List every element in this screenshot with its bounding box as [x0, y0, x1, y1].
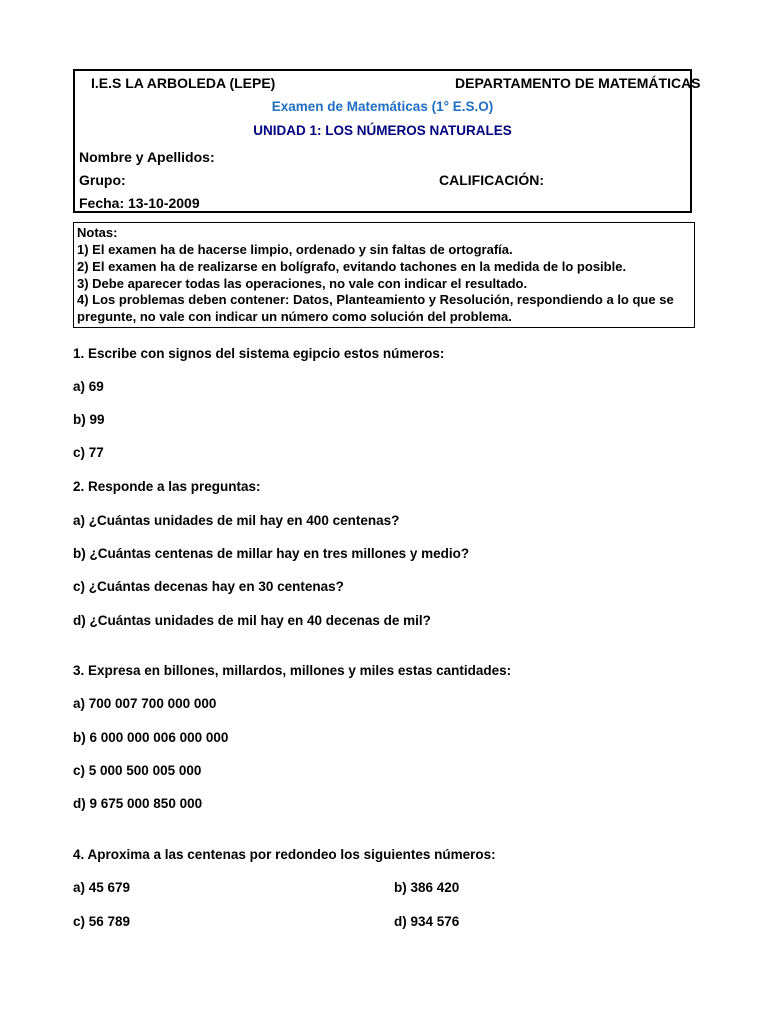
group-label: Grupo:	[79, 172, 126, 188]
question-3-title: 3. Expresa en billones, millardos, millones y miles estas cantidades:	[73, 663, 512, 678]
date-label: Fecha: 13-10-2009	[79, 195, 200, 211]
department-name: DEPARTAMENTO DE MATEMÁTICAS	[455, 75, 701, 91]
question-item: d) 9 675 000 850 000	[73, 796, 203, 811]
exam-header-box	[73, 69, 701, 213]
note-item: 4) Los problemas deben contener: Datos, Planteamiento y Resolución, respondiendo a lo que se	[77, 292, 674, 307]
question-item: c) 56 789	[73, 914, 131, 929]
name-label: Nombre y Apellidos:	[79, 149, 215, 165]
question-item: b) 99	[73, 412, 105, 427]
question-item: c) 5 000 500 005 000	[73, 763, 202, 778]
school-name: I.E.S LA ARBOLEDA (LEPE)	[91, 75, 276, 91]
question-item: d) ¿Cuántas unidades de mil hay en 40 decenas de mil?	[73, 613, 431, 628]
question-item: d) 934 576	[394, 914, 460, 929]
question-item: c) ¿Cuántas decenas hay en 30 centenas?	[73, 579, 344, 594]
question-item: b) 386 420	[394, 880, 460, 895]
grade-label: CALIFICACIÓN:	[439, 172, 544, 188]
notes-box	[73, 222, 695, 328]
question-item: b) 6 000 000 006 000 000	[73, 730, 229, 745]
question-item: c) 77	[73, 445, 104, 460]
question-1-title: 1. Escribe con signos del sistema egipcio estos números:	[73, 346, 445, 361]
note-item: 3) Debe aparecer todas las operaciones, no vale con indicar el resultado.	[77, 276, 528, 291]
question-2-title: 2. Responde a las preguntas:	[73, 479, 261, 494]
note-item: 2) El examen ha de realizarse en bolígrafo, evitando tachones en la medida de lo posible.	[77, 259, 627, 274]
notes-title: Notas:	[77, 225, 118, 240]
exam-title: Examen de Matemáticas (1° E.S.O)	[271, 99, 494, 114]
question-4-title: 4. Aproxima a las centenas por redondeo los siguientes números:	[73, 847, 496, 862]
question-item: a) ¿Cuántas unidades de mil hay en 400 centenas?	[73, 513, 400, 528]
question-item: b) ¿Cuántas centenas de millar hay en tres millones y medio?	[73, 546, 470, 561]
note-item: pregunte, no vale con indicar un número como solución del problema.	[77, 309, 512, 324]
unit-title: UNIDAD 1: LOS NÚMEROS NATURALES	[253, 123, 512, 138]
question-item: a) 700 007 700 000 000	[73, 696, 217, 711]
note-item: 1) El examen ha de hacerse limpio, ordenado y sin faltas de ortografía.	[77, 242, 513, 257]
question-item: a) 45 679	[73, 880, 131, 895]
question-item: a) 69	[73, 379, 104, 394]
